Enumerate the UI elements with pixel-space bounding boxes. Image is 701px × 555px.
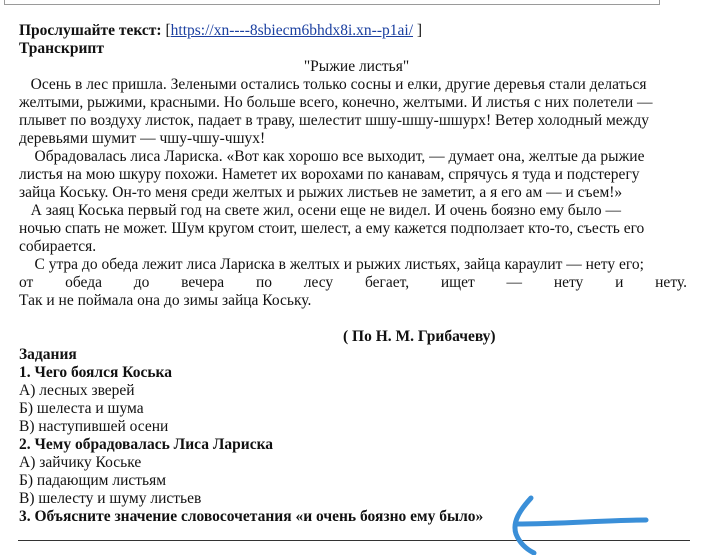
justified-word: бегает, xyxy=(364,274,410,291)
audio-link[interactable]: https://xn----8sbiecm6bhdx8i.xn--p1ai/ xyxy=(170,22,414,39)
author-credit: ( По Н. М. Грибачеву) xyxy=(343,328,496,345)
justified-word: до xyxy=(133,274,150,291)
story-title: "Рыжие листья" xyxy=(303,58,410,75)
story-line: плывет по воздуху листок, падает в траву, шелестит шшу-шшу-шшурх! Ветер холодный между xyxy=(19,112,650,129)
justified-line xyxy=(19,274,687,292)
justified-word: нету. xyxy=(655,274,687,291)
tasks-heading: Задания xyxy=(19,346,77,363)
story-line: зайца Коську. Он-то меня среди желтых и рыжих листьев не заметит, а я его ам — и съем!» xyxy=(19,184,623,201)
story-line: Обрадовалась лиса Лариска. «Вот как хорошо все выходит, — думает она, желтые да рыжие xyxy=(19,148,645,165)
story-line: Осень в лес пришла. Зелеными остались только сосны и елки, другие деревья стали делаться xyxy=(19,76,647,93)
q1-option-c: В) наступившей осени xyxy=(19,418,169,435)
q1-option-a: А) лесных зверей xyxy=(19,382,135,399)
link-close-bracket: ] xyxy=(413,22,423,39)
justified-word: обеда xyxy=(65,274,102,291)
story-line: желтыми, рыжими, красными. Но больше всего, конечно, желтыми. И листья с них полетели — xyxy=(19,94,653,111)
link-open-bracket: [ xyxy=(165,22,171,39)
story-last-line: Так и не поймала она до зимы зайца Коську. xyxy=(19,292,312,309)
story-line: собирается. xyxy=(19,238,97,255)
q1-option-b: Б) шелеста и шума xyxy=(19,400,144,417)
justified-word: ищет xyxy=(440,274,475,291)
question-2: 2. Чему обрадовалась Лиса Лариска xyxy=(19,436,274,453)
justified-word: вечера xyxy=(181,274,225,291)
listen-line xyxy=(19,22,422,40)
q2-option-b: Б) падающим листьям xyxy=(19,472,167,489)
justified-word: нету xyxy=(553,274,584,291)
answer-line xyxy=(18,540,690,541)
story-line: ночью спать не может. Шум кругом стоит, шелест, а ему кажется подползает кто-то, съесть его xyxy=(19,220,645,237)
listen-label: Прослушайте текст: xyxy=(19,22,162,39)
justified-word: лесу xyxy=(303,274,334,291)
transcript-label: Транскрипт xyxy=(19,40,104,57)
question-1: 1. Чего боялся Коська xyxy=(19,364,172,381)
q2-option-c: В) шелесту и шуму листьев xyxy=(19,490,202,507)
top-frame xyxy=(4,0,660,5)
story-line: С утра до обеда лежит лиса Лариска в желтых и рыжих листьях, зайца караулит — нету его; xyxy=(19,256,644,273)
q2-option-a: А) зайчику Коське xyxy=(19,454,142,471)
justified-word: по xyxy=(255,274,272,291)
story-line: листья на мою шкуру похожи. Наметет их ворохами по канавам, спрячусь я туда и подстерегу xyxy=(19,166,640,183)
story-line: А заяц Коська первый год на свете жил, осени еще не видел. И очень боязно ему было — xyxy=(19,202,621,219)
justified-word: от xyxy=(19,274,34,291)
justified-word: — xyxy=(506,274,523,291)
question-3: 3. Объясните значение словосочетания «и очень боязно ему было» xyxy=(19,508,484,525)
story-line: деревьями шумит — чшу-чшу-чшух! xyxy=(19,130,266,147)
justified-word: и xyxy=(615,274,624,291)
